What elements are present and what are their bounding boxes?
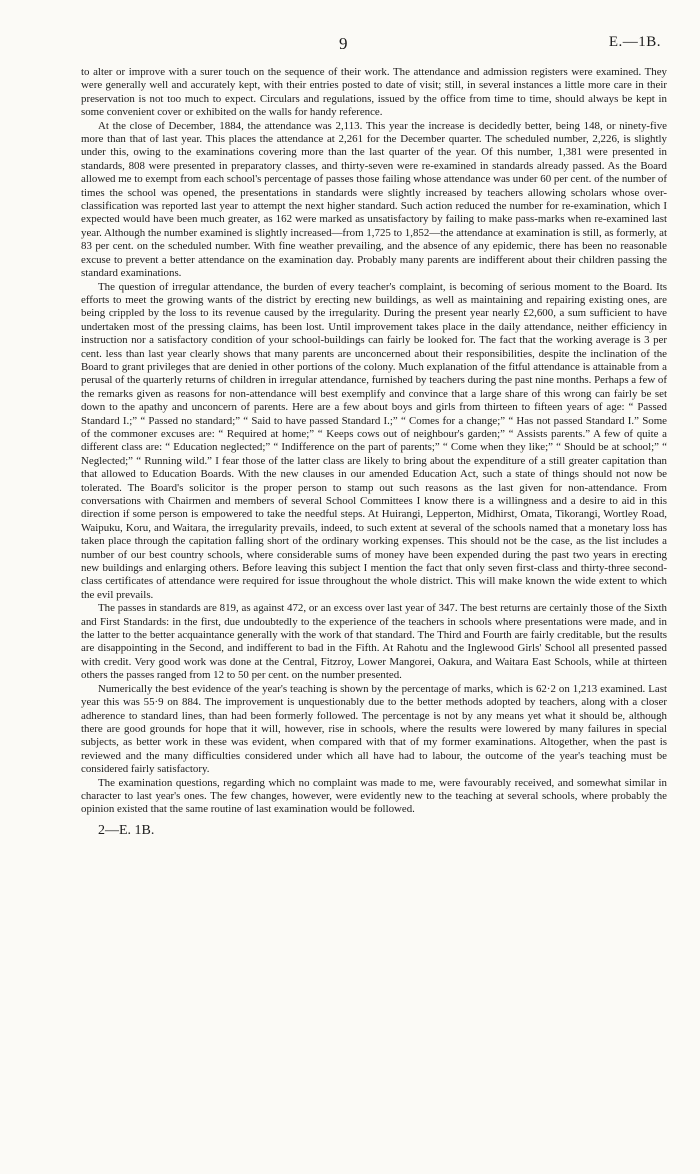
report-text	[81, 66, 667, 817]
paragraph-examination-questions: The examination questions, regarding which no complaint was made to me, were favourably received, and somewhat similar in character to last year's ones. The few changes, however, were evidently new to the teaching at several schools, where probably the opinion existed that the same routine of last examination would be followed.	[81, 776, 667, 816]
paragraph-attendance: At the close of December, 1884, the attendance was 2,113. This year the increase is decidedly better, being 148, or ninety-five more than that of last year. This places the attendance at 2,261 for the December quarter. The scheduled number, 2,226, is slightly under this, owing to the examinations covering more than the last quarter of the year. Of this number, 1,381 were presented in standards, 808 were presented in preparatory classes, and thirty-seven were re-examined in standards already passed. As the Board allowed me to exempt from each school's percentage of passes those failing whose attendance was under 60 per cent. of the number of times the school was opened, the presentations in standards were slightly increased by teachers allowing scholars whose over-classification was reported last year to attempt the next higher standard. Such action reduced the number for re-examination, which I expected would have been much greater, as 162 were marked as unsatisfactory by failing to make pass-marks when re-examined last year. Although the number examined is slightly increased—from 1,725 to 1,852—the attendance at examination is still, as formerly, at 83 per cent. on the scheduled number. With fine weather prevailing, and the absence of any epidemic, there has been no reasonable excuse to prevent a better attendance on the examination day. Probably many parents are indifferent about their children passing the standard examinations.	[81, 119, 667, 280]
signature-reference: 2—E. 1B.	[98, 822, 155, 838]
page-number: 9	[339, 34, 348, 53]
page-header	[81, 0, 667, 66]
paragraph-registers: to alter or improve with a surer touch on the sequence of their work. The attendance and admission registers were examined. They were generally well and accurately kept, with their entries posted to date of visit; still, in several instances a little more care in their preservation is not too much to expect. Circulars and regulations, issued by the office from time to time, should always be kept in some convenient cover or exhibited on the walls for handy reference.	[81, 66, 667, 119]
document-reference: E.—1B.	[608, 34, 661, 50]
paragraph-irregular-attendance: The question of irregular attendance, the burden of every teacher's complaint, is becoming of serious moment to the Board. Its efforts to meet the growing wants of the district by erecting new buildings, as well as maintaining and repairing existing ones, are being crippled by the loss to its revenue caused by the irregularity. During the present year nearly £2,600, a sum sufficient to have undertaken most of the pressing claims, has been lost. Until improvement takes place in the daily attendance, neither efficiency in instruction nor a satisfactory condition of your school-buildings can fairly be looked for. The fact that the working average is 3 per cent. less than last year clearly shows that many parents are unconcerned about their responsibilities, despite the inclination of the Board to grant privileges that are denied in other portions of the colony. Much explanation of the fitful attendance is attainable from a perusal of the quarterly returns of children in irregular attendance, furnished by teachers during the past nine months. Perhaps a few of the remarks given as reasons for non-attendance will best exemplify and convince that a large share of this wrong can fairly be set down to the apathy and unconcern of parents. Here are a few about boys and girls from thirteen to fifteen years of age: “ Passed Standard I.;” “ Passed no standard;” “ Said to have passed Standard I.;” “ Comes for a change;” “ Has not passed Standard I.” Some of the commoner excuses are: “ Required at home;” “ Keeps cows out of neighbour's garden;” “ Assists parents.” A few of quite a different class are: “ Education neglected;” “ Indifference on the part of parents;” “ Come when they like;” “ Should be at school;” “ Neglected;” “ Running wild.” I fear those of the latter class are likely to bring about the expenditure of a still greater capitation than that allowed to Education Boards. With the new clauses in our amended Education Act, such a state of things should not now be tolerated. The Board's solicitor is the proper person to stamp out such reasons as the last given for non-attendance. From conversations with Chairmen and members of several School Committees I know there is a willingness and a desire to aid in this direction if some person is empowered to take the needful steps. At Huirangi, Lepperton, Midhirst, Omata, Tikorangi, Wortley Road, Waipuku, Koru, and Waitara, the irregularity prevails, indeed, to such extent at several of the schools named that a monetary loss has taken place through the capitation falling short of the ordinary working expenses. This should not be the case, as the list includes a number of our best country schools, where considerable sums of money have been expended during the past two years in erecting new buildings and enlarging others. Before leaving this subject I mention the fact that only seven first-class and thirty-three second-class certificates of attendance were required for issue throughout the whole district. This will make known the wide extent to which the evil prevails.	[81, 280, 667, 601]
page-body	[81, 0, 667, 839]
paragraph-passes: The passes in standards are 819, as against 472, or an excess over last year of 347. The best returns are certainly those of the Sixth and First Standards: in the first, due undoubtedly to the experience of the teachers in schools where presentations were made, and in the latter to the better acquaintance generally with the work of that standard. The Third and Fourth are fairly creditable, but the results are disappointing in the Second, and indifferent to bad in the Fifth. At Rahotu and the Inglewood Girls' School all presented passed with credit. Very good work was done at the Central, Fitzroy, Lower Mangorei, Oakura, and Waitara East Schools, while at thirteen others the passes ranged from 12 to 50 per cent. on the number presented.	[81, 602, 667, 682]
paragraph-percentage-of-marks: Numerically the best evidence of the year's teaching is shown by the percentage of marks, which is 62·2 on 1,213 examined. Last year this was 55·9 on 884. The improvement is unquestionably due to the better methods adopted by teachers, along with a closer adherence to standard lines, than had been formerly followed. The percentage is not by any means yet what it should be, although there are good grounds for hope that it will, however, rise in schools, where the results were lowered by many failures in special subjects, as better work in these was evident, when compared with that of my former examinations. Altogether, when the past is reviewed and the many difficulties considered under which all have had to labour, the outcome of the year's teaching must be considered fairly satisfactory.	[81, 682, 667, 776]
